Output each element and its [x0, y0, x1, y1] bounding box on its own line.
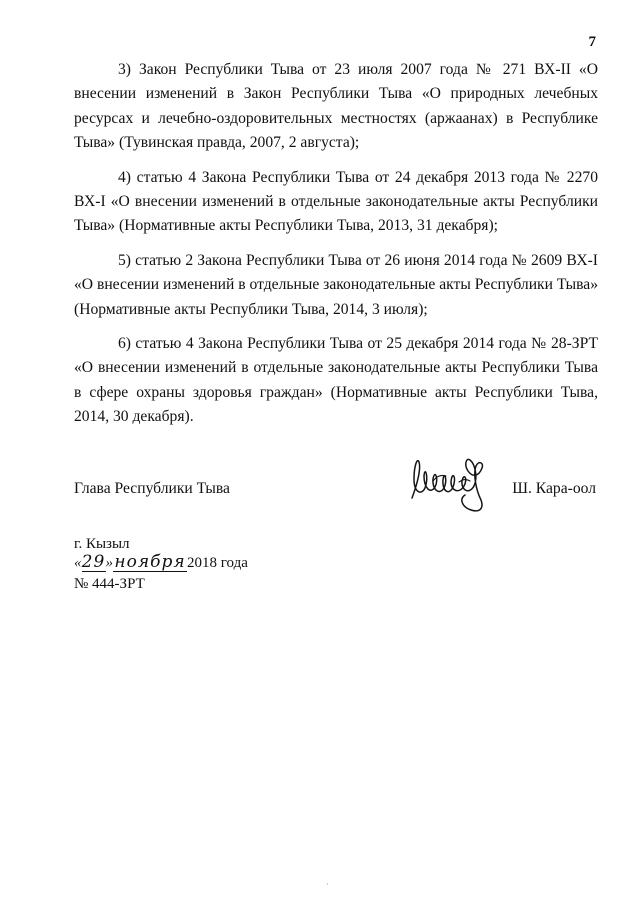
bottom-mark: ·: [326, 880, 329, 889]
list-item: 5) статью 2 Закона Республики Тыва от 26 июня 2014 года № 2609 ВХ-I «О внесении изменений в отдельные законодательные акты Республики Тыва» (Нормативные акты Республики Тыва, 2014, 3 июля);: [74, 251, 598, 318]
document-body: [74, 58, 598, 440]
signer-title: Глава Республики Тыва: [74, 480, 230, 497]
signature-block: [74, 480, 598, 520]
list-item: 6) статью 4 Закона Республики Тыва от 25 декабря 2014 года № 28-ЗРТ «О внесении изменений в отдельные законодательные акты Республики Тыва в сфере охраны здоровья граждан» (Нормативные акты Республики Тыва, 2014, 30 декабря).: [74, 335, 598, 426]
date-open-quote: «: [74, 555, 82, 571]
handwritten-signature: [404, 452, 496, 518]
place-date-block: [74, 535, 248, 593]
page-number: 7: [588, 34, 596, 50]
date-month: ноября: [114, 552, 186, 572]
signer-name: Ш. Кара-оол: [512, 480, 596, 497]
list-item: 3) Закон Республики Тыва от 23 июля 2007 года № 271 ВХ-II «О внесении изменений в Закон Республики Тыва «О природных лечебных ресурсах и лечебно-оздоровительных местностях (аржаанах) в Республике Тыва» (Тувинская правда, 2007, 2 августа);: [74, 61, 598, 152]
date-year: 2018 года: [187, 555, 248, 571]
date-line: [74, 553, 248, 575]
law-number: № 444-ЗРТ: [74, 576, 145, 592]
list-item: 4) статью 4 Закона Республики Тыва от 24 декабря 2013 года № 2270 ВХ-I «О внесении изменений в отдельные законодательные акты Республики Тыва» (Нормативные акты Республики Тыва, 2013, 31 декабря);: [74, 168, 598, 235]
date-close-quote: »: [105, 555, 113, 571]
city-label: г. Кызыл: [74, 536, 130, 552]
date-day: 29: [81, 552, 106, 572]
